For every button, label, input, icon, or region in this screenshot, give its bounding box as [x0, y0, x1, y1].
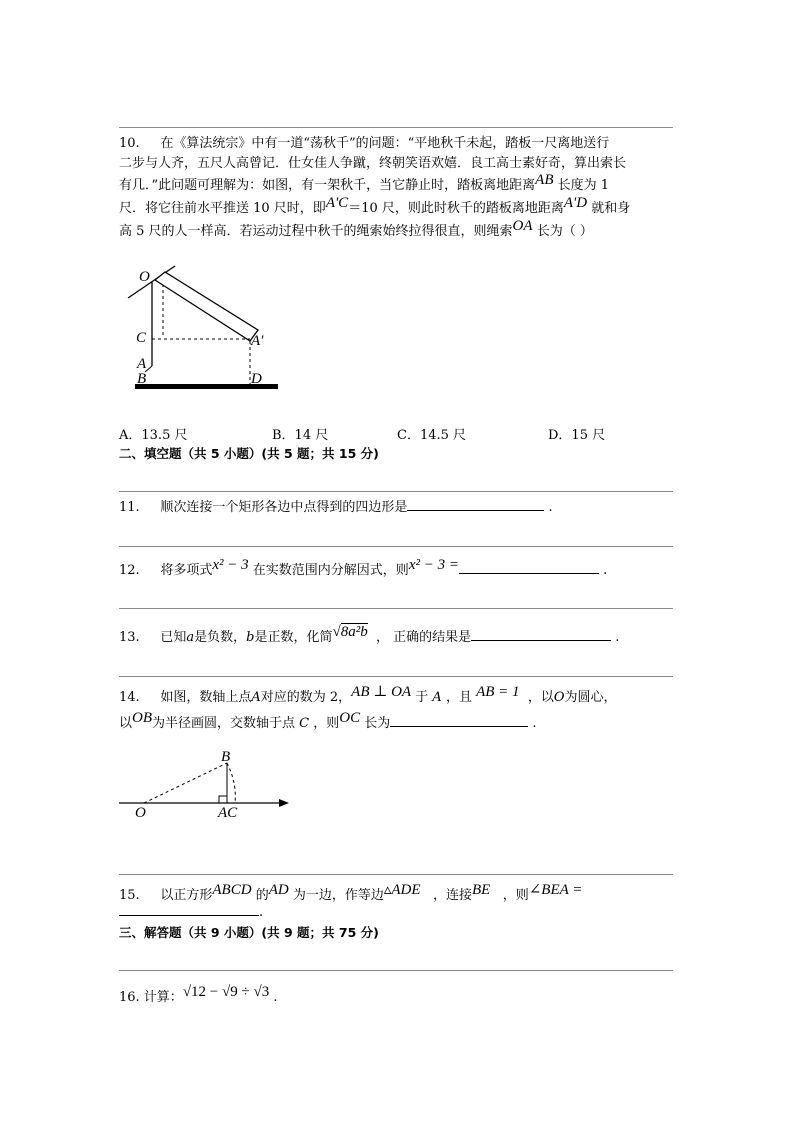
math-ABCD: ABCD	[212, 882, 252, 898]
q10-text: ＝10 尺，则此时秋千的踏板离地距离	[348, 201, 564, 216]
option-A[interactable]: A．13.5 尺	[119, 428, 188, 443]
q10-text: 长为（ ）	[536, 224, 593, 239]
q15-text: ，则	[502, 888, 529, 903]
q14-text: 长为	[364, 716, 391, 731]
q14-text: ，且	[445, 690, 472, 705]
q12-line	[119, 559, 679, 582]
q13-number: 13.	[119, 630, 140, 645]
label-D: D	[251, 371, 262, 387]
math-AB-eq-1: AB = 1	[476, 684, 520, 700]
q15-text: 的	[255, 888, 269, 903]
q10-line2	[119, 153, 679, 175]
q13-text: 是正数，化简	[254, 630, 333, 645]
q14-text: ，以	[527, 690, 554, 705]
answer-blank-q14[interactable]	[390, 714, 528, 727]
q14-text: 如图，数轴上点	[160, 690, 252, 705]
math-triangle-ADE: ▵ADE	[383, 882, 421, 898]
math-x2-3-eq: x² − 3 =	[408, 557, 459, 573]
q12-number: 12.	[119, 563, 140, 578]
axis-arrow	[279, 799, 289, 807]
math-AB: AB	[535, 172, 554, 188]
q10-text: 高 5 尺的人一样高．若运动过程中秋千的绳索始终拉得很直，则绳索	[119, 224, 513, 239]
q10-line3	[119, 174, 679, 197]
rule-q15	[119, 874, 673, 875]
label-O: O	[135, 805, 146, 821]
q15-number: 15.	[119, 888, 140, 903]
q10-line4	[119, 197, 679, 220]
label-O: O	[139, 269, 150, 285]
q10-line1	[119, 133, 679, 155]
label-B: B	[221, 749, 231, 765]
math-OB: OB	[132, 710, 153, 726]
numberline-figure	[119, 745, 294, 825]
q13-end: .	[615, 630, 620, 645]
var-O: O	[553, 690, 565, 705]
q12-end: .	[603, 563, 608, 578]
rule-q10	[119, 127, 673, 128]
q16-line	[119, 986, 679, 1009]
arc-BC	[227, 763, 235, 803]
q10-line5	[119, 220, 679, 243]
label-Aprime: A′	[251, 333, 264, 349]
seg-OB	[144, 763, 227, 803]
q16-label: 16. 计算：	[119, 990, 183, 1005]
math-perp: AB ⊥ OA	[351, 684, 412, 700]
q16-end: .	[273, 990, 278, 1005]
answer-blank-q11[interactable]	[407, 498, 544, 511]
q14-text: 为半径画圆，交数轴于点	[152, 716, 296, 731]
answer-blank-q13[interactable]	[471, 628, 611, 641]
q14-text: 为圆心，	[564, 690, 617, 705]
option-B[interactable]: B．14 尺	[272, 428, 329, 443]
q10-text: 长度为 1	[557, 178, 610, 193]
q14-line1	[119, 686, 679, 709]
label-AC: AC	[218, 805, 238, 821]
math-AD: AD	[268, 882, 289, 898]
label-C: C	[136, 330, 147, 346]
q14-end: .	[532, 716, 537, 731]
q14-line2	[119, 712, 679, 735]
math-BE: BE	[471, 882, 491, 898]
var-a: a	[186, 630, 195, 645]
q14-text: 以	[119, 716, 133, 731]
var-A: A	[251, 690, 261, 705]
q11-number: 11.	[119, 500, 140, 515]
q11-text: 顺次连接一个矩形各边中点得到的四边形是	[160, 500, 408, 515]
radicand: 8a²b	[340, 624, 368, 640]
math-OA: OA	[512, 218, 533, 234]
var-C: C	[299, 716, 310, 731]
q15-text: ，连接	[432, 888, 472, 903]
q14-text: 于	[415, 690, 429, 705]
q10-text: 尺．将它往前水平推送 10 尺时，即	[119, 201, 326, 216]
rope-OAprime	[155, 272, 258, 341]
swing-figure	[125, 258, 290, 398]
option-D[interactable]: D．15 尺	[548, 428, 606, 443]
q15-end: .	[259, 905, 264, 920]
option-C[interactable]: C．14.5 尺	[397, 428, 467, 443]
q15-text: 以正方形	[160, 888, 213, 903]
q13-text: 已知	[160, 630, 187, 645]
rule-q14	[119, 676, 673, 677]
q12-text: 将多项式	[160, 563, 213, 578]
answer-blank-q15[interactable]	[119, 903, 259, 916]
section-2-title: 二、填空题（共 5 小题）(共 5 题；共 15 分)	[119, 446, 379, 461]
answer-blank-q12[interactable]	[459, 561, 599, 574]
q11-line	[119, 497, 679, 519]
q10-text: 二步与人齐，五尺人高曾记．仕女佳人争蹴，终朝笑语欢嬉．良工高士素好奇，算出索长	[119, 156, 627, 171]
rule-q11	[119, 491, 673, 492]
q13-line	[119, 626, 679, 649]
section-3-title: 三、解答题（共 9 小题）(共 9 题；共 75 分)	[119, 925, 379, 940]
q15-line2	[119, 902, 679, 924]
q10-text: 在《算法统宗》中有一道“荡秋千”的问题：“平地秋千未起，踏板一尺离地送行	[160, 136, 610, 151]
math-ApC: A'C	[325, 195, 349, 211]
rule-q13	[119, 608, 673, 609]
q12-text: 在实数范围内分解因式，则	[252, 563, 409, 578]
q14-number: 14.	[119, 690, 140, 705]
q14-text: ，则	[313, 716, 340, 731]
q14-text: 对应的数为 2，	[260, 690, 352, 705]
q10-number: 10.	[119, 136, 140, 151]
math-angle-BEA: ∠BEA =	[528, 882, 583, 898]
rule-q12	[119, 546, 673, 547]
q15-text: 为一边，作等边	[292, 888, 384, 903]
rule-q16	[119, 970, 673, 971]
q11-end: .	[548, 500, 553, 515]
q13-text: ， 正确的结果是	[376, 630, 472, 645]
math-expression: √12 − √9 ÷ √3	[182, 984, 270, 1000]
math-x2-3: x² − 3	[212, 557, 249, 573]
right-angle-mark	[219, 796, 227, 803]
var-b: b	[246, 630, 255, 645]
math-OC: OC	[339, 710, 361, 726]
label-B: B	[137, 371, 147, 387]
q13-text: 是负数，	[194, 630, 247, 645]
q10-text: 有几．”此问题可理解为：如图，有一架秋千，当它静止时，踏板离地距离	[119, 178, 536, 193]
q10-text: 就和身	[591, 201, 631, 216]
math-ApD: A'D	[563, 195, 588, 211]
var-A: A	[432, 690, 442, 705]
label-A: A	[137, 356, 147, 372]
math-sqrt: √8a²b	[332, 624, 368, 640]
